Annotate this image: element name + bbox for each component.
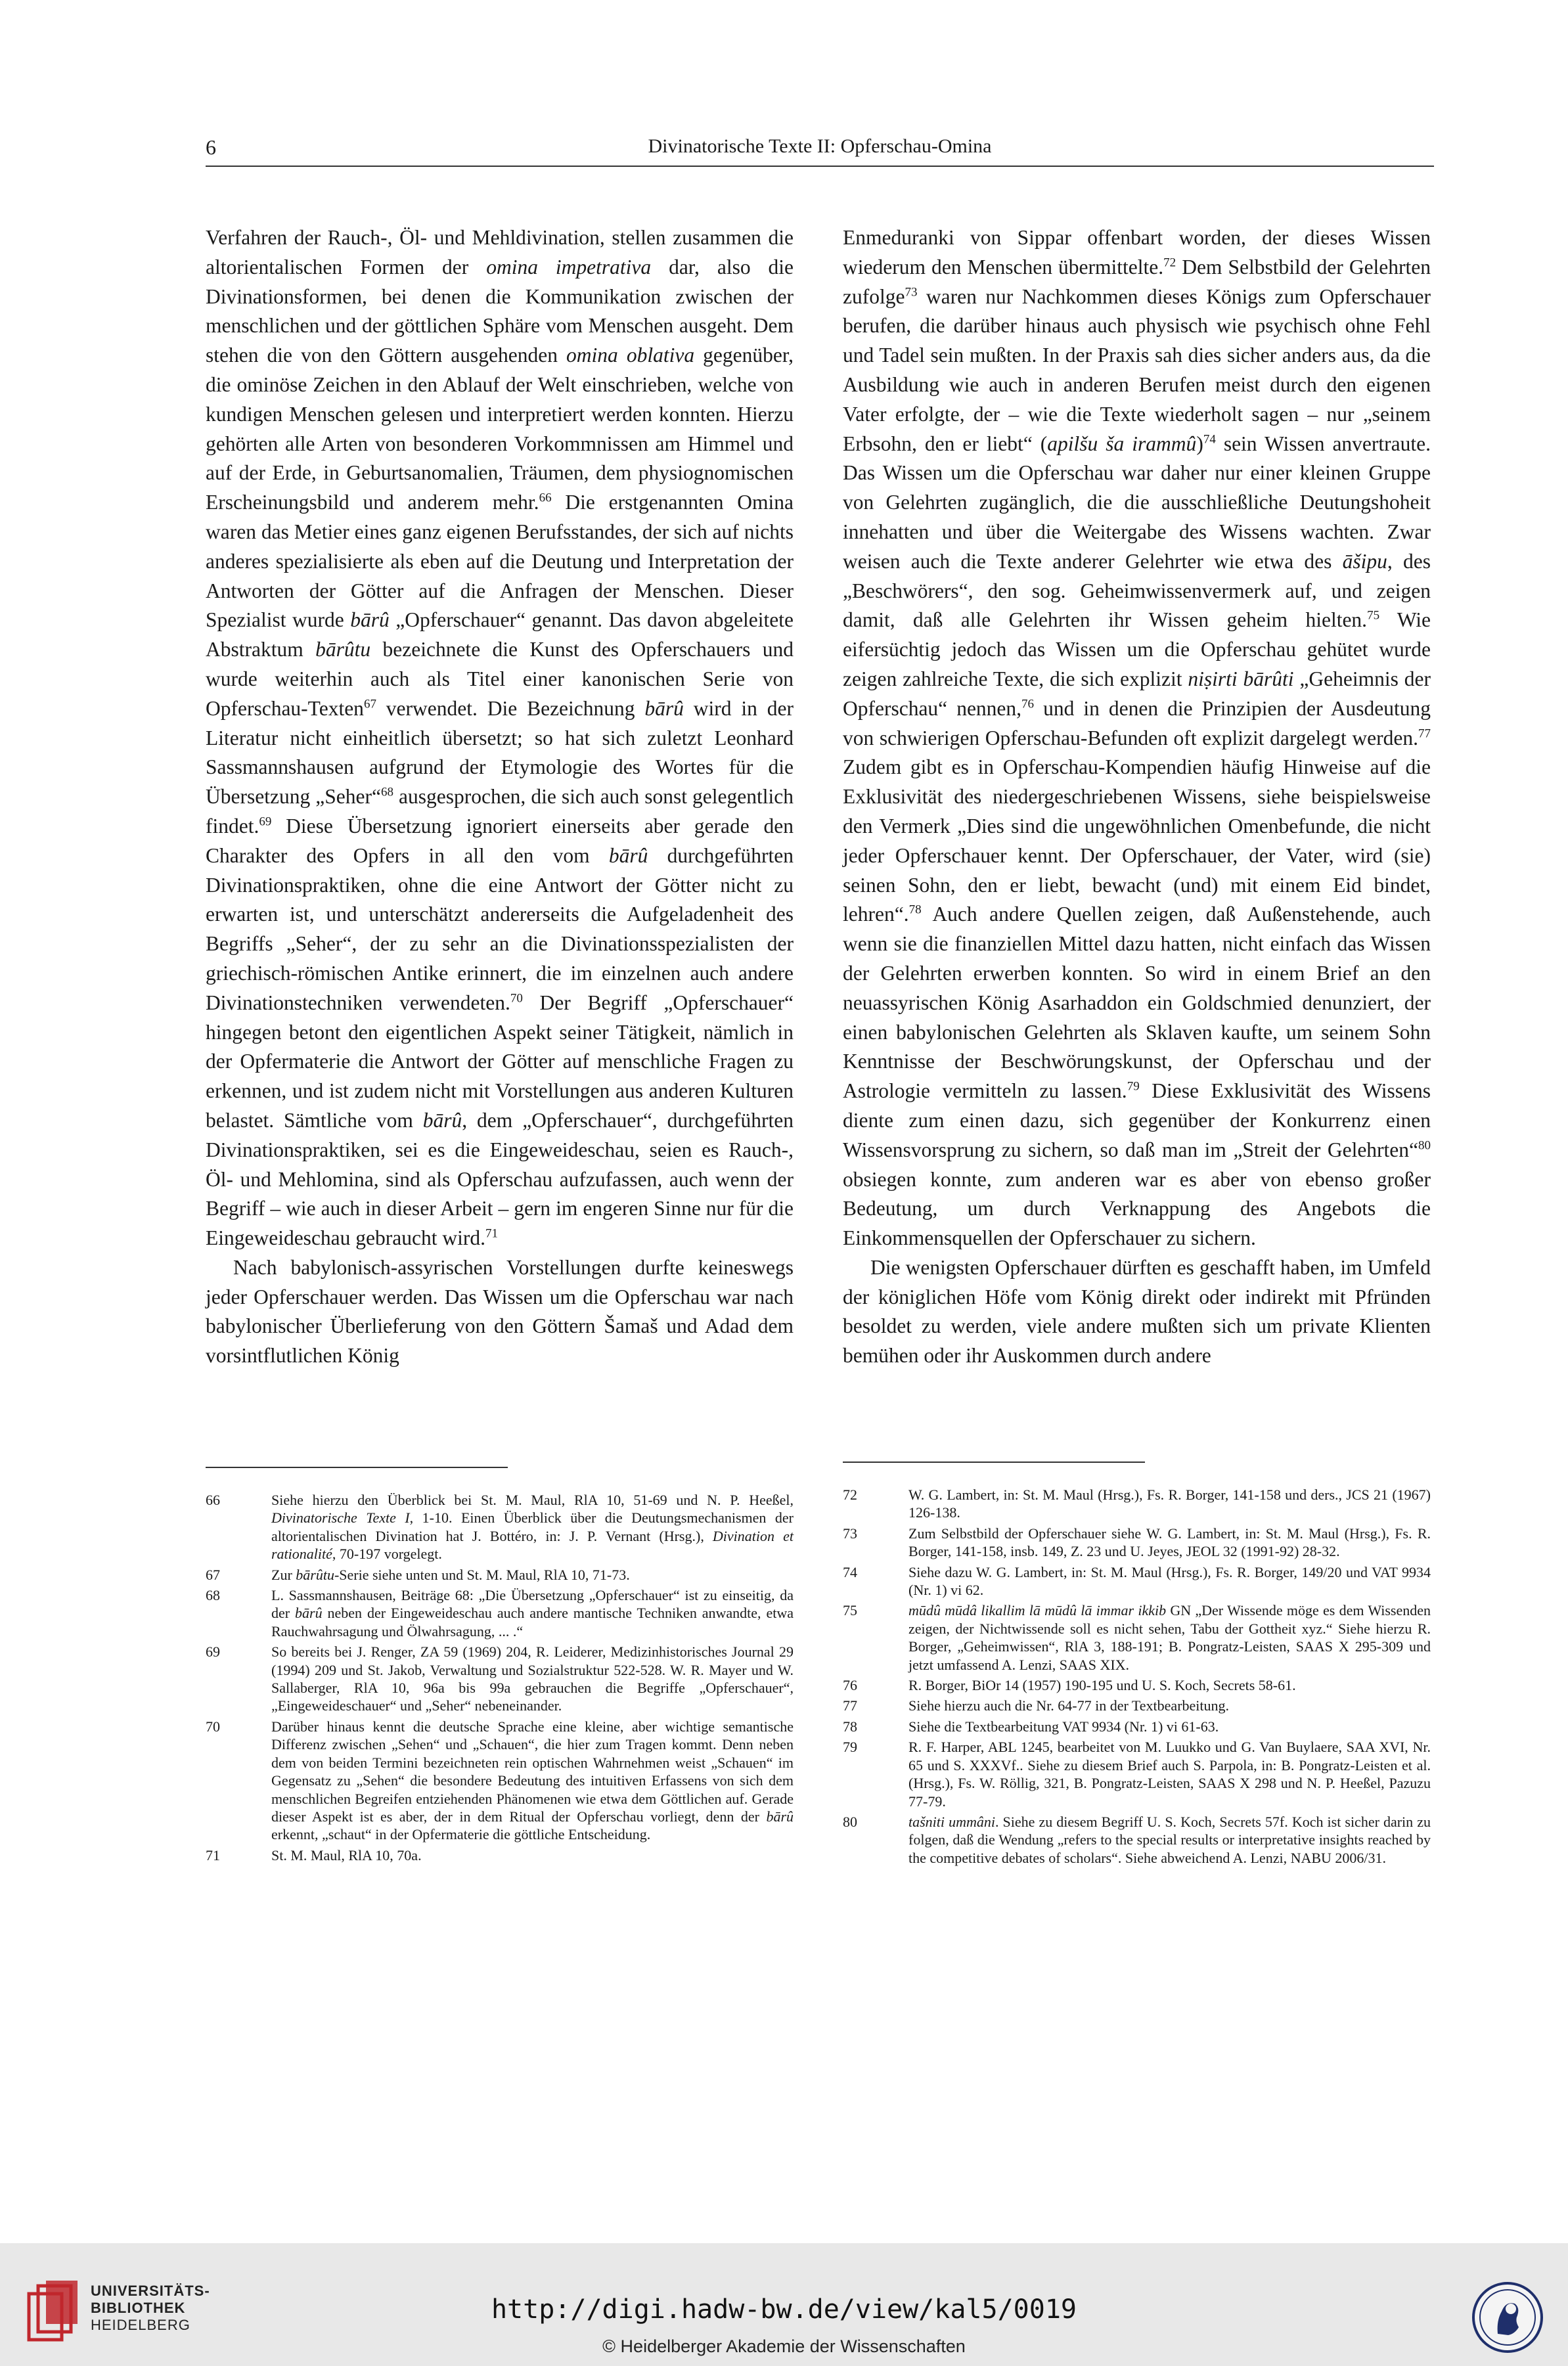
footnote-73: 73 Zum Selbstbild der Opferschauer siehe W. G. Lambert, in: St. M. Maul (Hrsg.), Fs. R. Borger, 141-158, insb. 149, Z. 23 und U. Jeyes, JEOL 32 (1991-92) 28-32. <box>843 1525 1431 1560</box>
footnote-ref-66: 66 <box>539 491 552 505</box>
footnotes-right <box>843 1486 1431 1869</box>
footnote-rule-left <box>206 1467 508 1468</box>
right-column <box>843 223 1431 1371</box>
footnotes-left <box>206 1491 794 1867</box>
footnote-76: 76 R. Borger, BiOr 14 (1957) 190-195 und U. S. Koch, Secrets 58-61. <box>843 1677 1296 1694</box>
footnote-71: 71 St. M. Maul, RlA 10, 70a. <box>206 1846 422 1864</box>
footnote-ref-68: 68 <box>380 785 393 799</box>
footnote-ref-67: 67 <box>363 697 376 711</box>
footnote-68: 68 L. Sassmannshausen, Beiträge 68: „Die Übersetzung „Opferschauer“ ist zu einseitig, da der bārû neben der Eingeweideschau auch andere mantische Techniken anwandte, etwa Rauchwahrsagung und Ölwahrsagung, ... .“ <box>206 1587 794 1640</box>
footnote-ref-80: 80 <box>1418 1138 1431 1153</box>
footnote-rule-right <box>843 1462 1145 1463</box>
footnote-75: 75 mūdû mūdâ likallim lā mūdû lā immar ikkib GN „Der Wissende möge es dem Wissenden zeigen, der Nichtwissende soll es nicht sehen, Tabu der Gottheit xyz.“ Siehe hierzu R. Borger, „Geheimwissen“, RlA 3, 188-191; B. Pongratz-Leisten, SAAS X 295-309 und jetzt umfassend A. Lenzi, SAAS XIX. <box>843 1602 1431 1673</box>
footnote-ref-70: 70 <box>510 991 523 1006</box>
footnote-ref-76: 76 <box>1021 697 1035 711</box>
footnote-ref-78: 78 <box>908 903 922 917</box>
left-paragraph-1: Verfahren der Rauch-, Öl- und Mehldivination, stellen zusammen die altorientalischen Formen der omina impetrativa dar, also die Divinationsformen, bei denen die Kommunikation zwischen der menschlichen und der göttlichen Sphäre vom Menschen ausgeht. Dem stehen die von den Göttern ausgehenden omina oblativa gegenüber, die ominöse Zeichen in den Ablauf der Welt einschrieben, welche von kundigen Menschen gelesen und interpretiert werden konnten. Hierzu gehörten alle Arten von besonderen Vorkommnissen am Himmel und auf der Erde, in Geburtsanomalien, Träumen, dem physiognomischen Erscheinungsbild und anderem mehr.$^{66}$ Die erstgenannten Omina waren das Metier eines ganz eigenen Berufsstandes, der sich auf nichts anderes spezialisierte als eben auf die Deutung und Interpretation der Antworten der Götter auf die Anfragen der Menschen. Dieser Spezialist wurde bārû „Opferschauer“ genannt. Das davon abgeleitete Abstraktum bārûtu bezeichnete die Kunst des Opferschauers und wurde weiterhin auch als Titel einer kanonischen Serie von Opferschau-Texten$^{67}$ verwendet. Die Bezeichnung bārû wird in der Literatur nicht einheitlich übersetzt; so hat sich zuletzt Leonhard Sassmannshausen aufgrund der Etymologie des Wortes für die Übersetzung „Seher“$^{68}$ ausgesprochen, die sich auch sonst gelegentlich findet.$^{69}$ Diese Übersetzung ignoriert einerseits aber gerade den Charakter des Opfers in all den vom bārû durchgeführten Divinationspraktiken, ohne die eine Antwort der Götter nicht zu erwarten ist, und unterschätzt andererseits die Aufgeladenheit des Begriffs „Seher“, der zu sehr an die Divinationsspezialisten der griechisch-römischen Antike erinnert, die im einzelnen auch andere Divinationstechniken verwendeten.$^{70}$ Der Begriff „Opferschauer“ hingegen betont den eigentlichen Aspekt seiner Tätigkeit, nämlich in der Opfermaterie die Antwort der Götter auf menschliche Fragen zu erkennen, und ist zudem nicht mit Vorstellungen aus anderen Kulturen belastet. Sämtliche vom bārû, dem „Opferschauer“, durchgeführten Divinationspraktiken, sei es die Eingeweideschau, seien es Rauch-, Öl- und Mehlomina, sind als Opferschau aufzufassen, auch wenn der Begriff – wie auch in dieser Arbeit – gern im engeren Sinne nur für die Eingeweideschau gebraucht wird.$^{71}$ <box>206 226 794 1250</box>
footnote-ref-74: 74 <box>1203 432 1216 447</box>
right-paragraph-2: Die wenigsten Opferschauer dürften es geschafft haben, im Umfeld der königlichen Höfe vom König direkt oder indirekt mit Pfründen besoldet zu werden, viele andere mußten sich um private Klienten bemühen oder ihr Auskommen durch andere <box>843 1255 1431 1368</box>
page-number: 6 <box>206 135 216 159</box>
left-paragraph-2: Nach babylonisch-assyrischen Vorstellungen durfte keineswegs jeder Opferschauer werden. Das Wissen um die Opferschau war nach babylonischer Überlieferung von den Göttern Šamaš und Adad dem vorsintflutlichen König <box>206 1255 794 1368</box>
running-title: Divinatorische Texte II: Opferschau-Omina <box>648 135 992 157</box>
digitization-footer <box>0 2243 1568 2366</box>
footnote-ref-71: 71 <box>485 1226 498 1241</box>
library-logo-text: UNIVERSITÄTS- BIBLIOTHEK HEIDELBERG <box>91 2283 210 2333</box>
academy-seal-icon <box>1471 2281 1544 2354</box>
footnote-70: 70 Darüber hinaus kennt die deutsche Sprache eine kleine, aber wichtige semantische Differenz zwischen „Sehen“ und „Schauen“, die hier zum Tragen kommt. Denn neben dem von beiden Termini bezeichneten rein optischen Wahrnehmen weist „Schauen“ im Gegensatz zu „Sehen“ die besondere Bedeutung des intuitiven Erfassens von sich dem menschlichen Begreifen entziehenden Phänomenen wie etwa dem Göttlichen auf. Gerade dieser Aspekt ist es aber, der in dem Ritual der Opferschau vorliegt, denn der bārû erkennt, „schaut“ in der Opfermaterie die göttliche Entscheidung. <box>206 1718 794 1843</box>
footnote-79: 79 R. F. Harper, ABL 1245, bearbeitet von M. Luukko und G. Van Buylaere, SAA XVI, Nr. 65 und S. XXXVf.. Siehe zu diesem Brief auch S. Parpola, in: B. Pongratz-Leisten et al. (Hrsg.), Fs. W. Röllig, 321, B. Pongratz-Leisten, SAAS X 298 und N. P. Heeßel, Pazuzu 77-79. <box>843 1739 1431 1810</box>
footnote-ref-73: 73 <box>905 285 918 300</box>
footnote-77: 77 Siehe hierzu auch die Nr. 64-77 in der Textbearbeitung. <box>843 1697 1230 1714</box>
footnote-80: 80 tašniti ummâni. Siehe zu diesem Begriff U. S. Koch, Secrets 57f. Koch ist sicher darin zu folgen, daß die Wendung „refers to the special results or interpretative insights reached by the competitive debates of scholars“. Siehe abweichend A. Lenzi, NABU 2006/31. <box>843 1813 1431 1866</box>
footnote-ref-77: 77 <box>1418 726 1431 741</box>
footnote-ref-69: 69 <box>259 815 272 829</box>
footnote-67: 67 Zur bārûtu-Serie siehe unten und St. M. Maul, RlA 10, 71-73. <box>206 1566 630 1583</box>
footnote-66: 66 Siehe hierzu den Überblick bei St. M. Maul, RlA 10, 51-69 und N. P. Heeßel, Divinatorische Texte I, 1-10. Einen Überblick über die Deutungsmechanismen der altorientalischen Divination hat J. Bottéro, in: J. P. Vernant (Hrsg.), Divination et rationalité, 70-197 vorgelegt. <box>206 1492 794 1563</box>
left-column <box>206 223 794 1371</box>
footnote-ref-75: 75 <box>1367 608 1380 623</box>
copyright-notice: © Heidelberger Akademie der Wissenschaften <box>602 2336 966 2356</box>
source-url-link[interactable]: http://digi.hadw-bw.de/view/kal5/0019 <box>491 2294 1077 2325</box>
footnote-ref-72: 72 <box>1163 256 1176 270</box>
footnote-72: 72 W. G. Lambert, in: St. M. Maul (Hrsg.), Fs. R. Borger, 141-158 und ders., JCS 21 (1967) 126-138. <box>843 1486 1431 1521</box>
footnote-78: 78 Siehe die Textbearbeitung VAT 9934 (Nr. 1) vi 61-63. <box>843 1718 1219 1735</box>
footnote-74: 74 Siehe dazu W. G. Lambert, in: St. M. Maul (Hrsg.), Fs. R. Borger, 149/20 und VAT 9934 (Nr. 1) vi 62. <box>843 1563 1431 1599</box>
right-paragraph-1: Enmeduranki von Sippar offenbart worden, der dieses Wissen wiederum den Menschen übermittelte.$^{72}$ Dem Selbstbild der Gelehrten zufolge$^{73}$ waren nur Nachkommen dieses Königs zum Opferschauer berufen, die darüber hinaus auch physisch wie psychisch ohne Fehl und Tadel sein mußten. In der Praxis sah dies sicher anders aus, da die Ausbildung wie auch in anderen Berufen meist durch den eigenen Vater erfolgte, der – wie die Texte wiederholt sagen – nur „seinem Erbsohn, den er liebt“ (apilšu ša irammû)$^{74}$ sein Wissen anvertraute. Das Wissen um die Opferschau war daher nur einer kleinen Gruppe von Gelehrten zugänglich, die die ausschließliche Deutungshoheit innehatten und über die Weitergabe des Wissens wachten. Zwar weisen auch die Texte anderer Gelehrter wie etwa des āšipu, des „Beschwörers“, den sog. Geheimwissenvermerk auf, und zeigen damit, daß alle Gelehrten ihr Wissen geheim hielten.$^{75}$ Wie eifersüchtig jedoch das Wissen um die Opferschau gehütet wurde zeigen zahlreiche Texte, die sich explizit niṣirti bārûti „Geheimnis der Opferschau“ nennen,$^{76}$ und in denen die Prinzipien der Ausdeutung von schwierigen Opferschau-Befunden oft explizit dargelegt werden.$^{77}$ Zudem gibt es in Opferschau-Kompendien häufig Hinweise auf die Exklusivität des niedergeschriebenen Wissens, siehe beispielsweise den Vermerk „Dies sind die ungewöhnlichen Omenbefunde, die nicht jeder Opferschauer kennt. Der Opferschauer, der Vater, wird (sie) seinen Sohn, den er liebt, bewacht (und) mit einem Eid bindet, lehren“.$^{78}$ Auch andere Quellen zeigen, daß Außenstehende, auch wenn sie die finanziellen Mittel dazu hatten, nicht einfach das Wissen der Gelehrten erwerben konnten. So wird in einem Brief an den neuassyrischen König Asarhaddon ein Goldschmied denunziert, der einen babylonischen Gelehrten als Sklaven kaufte, um seinem Sohn Kenntnisse der Beschwörungskunst, der Opferschau und der Astrologie vermitteln zu lassen.$^{79}$ Diese Exklusivität des Wissens diente zum einen dazu, sich gegenüber der Konkurrenz einen Wissensvorsprung zu sichern, so daß man im „Streit der Gelehrten“$^{80}$ obsiegen konnte, zum anderen war es aber von ebenso großer Bedeutung, um durch Verknappung des Angebots die Einkommensquellen der Opferschauer zu sichern. <box>843 226 1431 1250</box>
footnote-ref-79: 79 <box>1127 1079 1140 1094</box>
footnote-69: 69 So bereits bei J. Renger, ZA 59 (1969) 204, R. Leiderer, Medizinhistorisches Journal 29 (1994) 209 und St. Jakob, Verwaltung und Sozialstruktur 522-528. W. R. Mayer und W. Sallaberger, RlA 10, 96a bis 99a gebrauchen die Begriffe „Opferschauer“, „Eingeweideschauer“ und „Seher“ nebeneinander. <box>206 1643 794 1714</box>
running-header <box>206 129 1434 167</box>
